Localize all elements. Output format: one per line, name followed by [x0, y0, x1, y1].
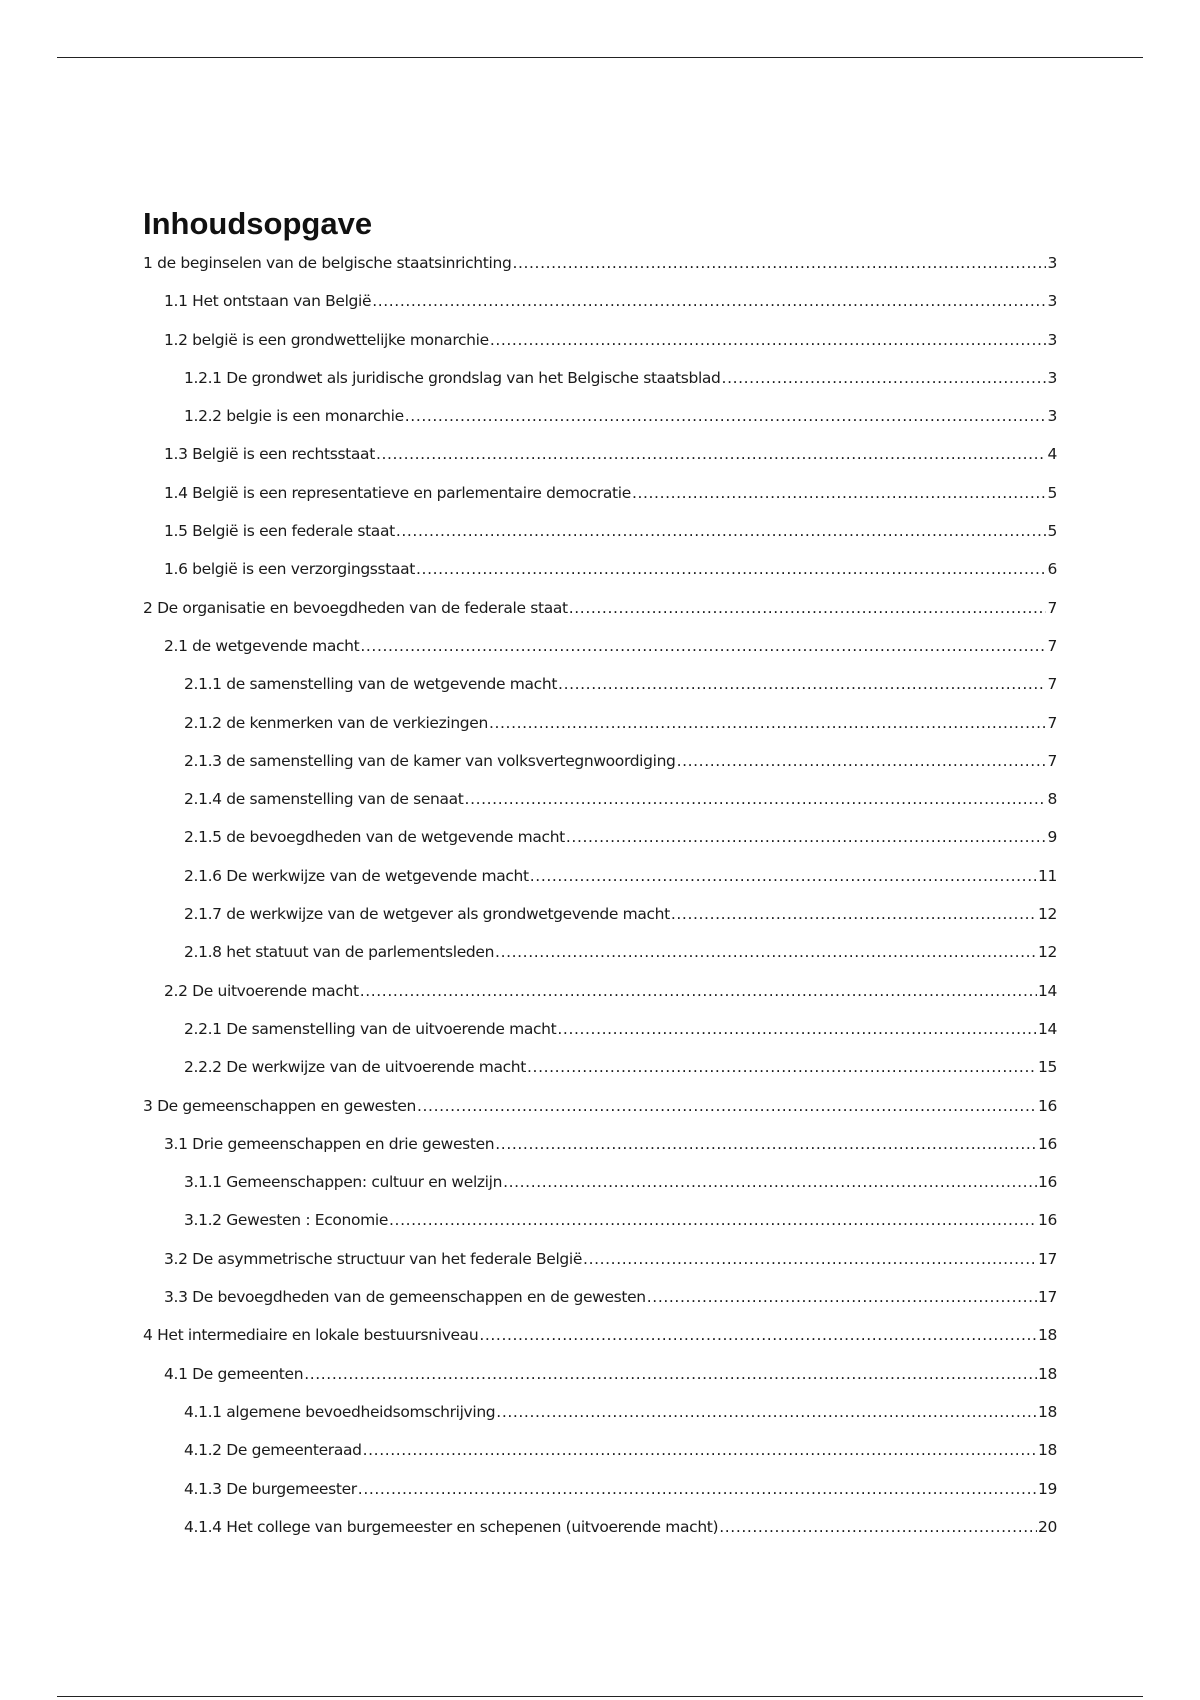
- toc-dot-leader: [376, 445, 1047, 463]
- toc-dot-leader: [566, 828, 1047, 846]
- toc-page-number: 14: [1037, 1019, 1057, 1038]
- toc-dot-leader: [405, 407, 1047, 425]
- toc-dot-leader: [360, 982, 1037, 1000]
- toc-page-number: 6: [1047, 560, 1057, 579]
- toc-entry[interactable]: [143, 1403, 1057, 1441]
- toc-entry-title: 1.5 België is een federale staat: [164, 522, 395, 541]
- toc-dot-leader: [396, 522, 1047, 540]
- toc-entry[interactable]: [143, 1441, 1057, 1479]
- toc-dot-leader: [503, 1173, 1037, 1191]
- toc-page-number: 20: [1037, 1517, 1057, 1536]
- table-of-contents: [143, 254, 1057, 1556]
- toc-entry[interactable]: [143, 637, 1057, 675]
- toc-dot-leader: [671, 905, 1037, 923]
- toc-entry-title: 2.1.2 de kenmerken van de verkiezingen: [184, 713, 488, 732]
- toc-entry-title: 3.2 De asymmetrische structuur van het federale België: [164, 1249, 583, 1268]
- toc-dot-leader: [496, 1403, 1037, 1421]
- toc-dot-leader: [512, 254, 1046, 272]
- toc-dot-leader: [495, 1135, 1037, 1153]
- toc-entry-title: 3.3 De bevoegdheden van de gemeenschappen en de gewesten: [164, 1288, 646, 1307]
- toc-entry[interactable]: [143, 1135, 1057, 1173]
- toc-entry-title: 4 Het intermediaire en lokale bestuursniveau: [143, 1326, 479, 1345]
- toc-entry-title: 2.1.1 de samenstelling van de wetgevende macht: [184, 675, 558, 694]
- toc-page-number: 18: [1037, 1441, 1057, 1460]
- toc-entry[interactable]: [143, 522, 1057, 560]
- toc-entry[interactable]: [143, 752, 1057, 790]
- toc-dot-leader: [719, 1518, 1037, 1536]
- toc-page-number: 16: [1037, 1134, 1057, 1153]
- toc-entry[interactable]: [143, 714, 1057, 752]
- toc-entry-title: 1.1 Het ontstaan van België: [164, 292, 372, 311]
- toc-dot-leader: [558, 675, 1046, 693]
- toc-page-number: 15: [1037, 1058, 1057, 1077]
- toc-page-number: 3: [1047, 292, 1057, 311]
- toc-entry-title: 3.1.1 Gemeenschappen: cultuur en welzijn: [184, 1173, 503, 1192]
- header-rule: [57, 57, 1143, 58]
- toc-entry[interactable]: [143, 560, 1057, 598]
- toc-entry-title: 2.2 De uitvoerende macht: [164, 981, 359, 1000]
- toc-dot-leader: [583, 1250, 1037, 1268]
- toc-page-number: 7: [1047, 636, 1057, 655]
- toc-entry[interactable]: [143, 1518, 1057, 1556]
- toc-entry[interactable]: [143, 1211, 1057, 1249]
- toc-title: Inhoudsopgave: [143, 206, 373, 241]
- toc-entry-title: 2.1.3 de samenstelling van de kamer van volksvertegnwoordiging: [184, 751, 676, 770]
- toc-entry[interactable]: [143, 1365, 1057, 1403]
- toc-entry[interactable]: [143, 599, 1057, 637]
- toc-entry[interactable]: [143, 254, 1057, 292]
- toc-entry-title: 1.2.2 belgie is een monarchie: [184, 407, 404, 426]
- toc-dot-leader: [358, 1480, 1037, 1498]
- toc-dot-leader: [489, 714, 1047, 732]
- toc-entry[interactable]: [143, 369, 1057, 407]
- toc-page-number: 18: [1037, 1402, 1057, 1421]
- toc-page-number: 3: [1047, 368, 1057, 387]
- toc-entry[interactable]: [143, 1097, 1057, 1135]
- toc-entry[interactable]: [143, 1058, 1057, 1096]
- toc-entry-title: 4.1.1 algemene bevoedheidsomschrijving: [184, 1402, 496, 1421]
- toc-page-number: 5: [1047, 522, 1057, 541]
- toc-dot-leader: [647, 1288, 1037, 1306]
- toc-entry-title: 4.1.3 De burgemeester: [184, 1479, 357, 1498]
- toc-entry-title: 2.1.6 De werkwijze van de wetgevende macht: [184, 866, 529, 885]
- toc-entry-title: 2.1.8 het statuut van de parlementsleden: [184, 943, 495, 962]
- toc-dot-leader: [479, 1326, 1037, 1344]
- toc-entry[interactable]: [143, 484, 1057, 522]
- toc-page-number: 16: [1037, 1211, 1057, 1230]
- toc-page-number: 7: [1047, 598, 1057, 617]
- toc-entry[interactable]: [143, 331, 1057, 369]
- toc-entry-title: 2.1.4 de samenstelling van de senaat: [184, 790, 464, 809]
- toc-dot-leader: [304, 1365, 1037, 1383]
- toc-entry[interactable]: [143, 445, 1057, 483]
- toc-entry[interactable]: [143, 1173, 1057, 1211]
- toc-dot-leader: [389, 1211, 1037, 1229]
- toc-entry-title: 3.1 Drie gemeenschappen en drie gewesten: [164, 1134, 495, 1153]
- toc-page-number: 12: [1037, 943, 1057, 962]
- toc-page-number: 16: [1037, 1096, 1057, 1115]
- toc-entry[interactable]: [143, 943, 1057, 981]
- toc-entry[interactable]: [143, 982, 1057, 1020]
- toc-dot-leader: [722, 369, 1047, 387]
- toc-page-number: 8: [1047, 790, 1057, 809]
- toc-page-number: 5: [1047, 483, 1057, 502]
- toc-entry-title: 2.1.7 de werkwijze van de wetgever als grondwetgevende macht: [184, 905, 670, 924]
- toc-entry[interactable]: [143, 292, 1057, 330]
- toc-dot-leader: [416, 560, 1046, 578]
- toc-dot-leader: [417, 1097, 1037, 1115]
- toc-entry[interactable]: [143, 1326, 1057, 1364]
- toc-entry-title: 4.1.4 Het college van burgemeester en schepenen (uitvoerende macht): [184, 1517, 719, 1536]
- footer-rule: [57, 1696, 1143, 1697]
- toc-page-number: 17: [1037, 1288, 1057, 1307]
- toc-entry[interactable]: [143, 1020, 1057, 1058]
- toc-entry-title: 1 de beginselen van de belgische staatsinrichting: [143, 254, 512, 272]
- toc-entry[interactable]: [143, 1288, 1057, 1326]
- toc-dot-leader: [569, 599, 1047, 617]
- toc-entry[interactable]: [143, 1480, 1057, 1518]
- toc-entry-title: 1.2.1 De grondwet als juridische grondslag van het Belgische staatsblad: [184, 368, 721, 387]
- toc-dot-leader: [360, 637, 1046, 655]
- toc-page-number: 11: [1037, 866, 1057, 885]
- toc-entry-title: 2.2.1 De samenstelling van de uitvoerende macht: [184, 1019, 557, 1038]
- toc-page-number: 18: [1037, 1364, 1057, 1383]
- toc-dot-leader: [490, 331, 1047, 349]
- toc-page-number: 19: [1037, 1479, 1057, 1498]
- toc-entry-title: 3 De gemeenschappen en gewesten: [143, 1096, 416, 1115]
- toc-entry-title: 4.1.2 De gemeenteraad: [184, 1441, 362, 1460]
- toc-entry[interactable]: [143, 407, 1057, 445]
- toc-page-number: 12: [1037, 905, 1057, 924]
- toc-entry[interactable]: [143, 790, 1057, 828]
- toc-page-number: 7: [1047, 713, 1057, 732]
- toc-entry-title: 1.3 België is een rechtsstaat: [164, 445, 375, 464]
- toc-page-number: 18: [1037, 1326, 1057, 1345]
- toc-page-number: 16: [1037, 1173, 1057, 1192]
- toc-page-number: 7: [1047, 751, 1057, 770]
- toc-dot-leader: [363, 1441, 1037, 1459]
- toc-dot-leader: [632, 484, 1047, 502]
- toc-page-number: 14: [1037, 981, 1057, 1000]
- toc-entry-title: 1.4 België is een representatieve en parlementaire democratie: [164, 483, 631, 502]
- toc-page-number: 4: [1047, 445, 1057, 464]
- toc-page-number: 3: [1047, 407, 1057, 426]
- toc-entry-title: 2 De organisatie en bevoegdheden van de federale staat: [143, 598, 568, 617]
- toc-dot-leader: [465, 790, 1047, 808]
- toc-entry[interactable]: [143, 1250, 1057, 1288]
- toc-dot-leader: [527, 1058, 1037, 1076]
- toc-entry[interactable]: [143, 828, 1057, 866]
- toc-dot-leader: [495, 943, 1037, 961]
- toc-dot-leader: [530, 867, 1037, 885]
- toc-page-number: 3: [1047, 254, 1057, 272]
- toc-page-number: 17: [1037, 1249, 1057, 1268]
- toc-dot-leader: [557, 1020, 1037, 1038]
- toc-entry-title: 2.2.2 De werkwijze van de uitvoerende macht: [184, 1058, 527, 1077]
- toc-dot-leader: [372, 292, 1046, 310]
- toc-page-number: 3: [1047, 330, 1057, 349]
- toc-page-number: 9: [1047, 828, 1057, 847]
- toc-entry[interactable]: [143, 905, 1057, 943]
- toc-entry-title: 3.1.2 Gewesten : Economie: [184, 1211, 389, 1230]
- toc-entry-title: 1.2 belgië is een grondwettelijke monarchie: [164, 330, 489, 349]
- toc-entry-title: 2.1.5 de bevoegdheden van de wetgevende macht: [184, 828, 565, 847]
- toc-page-number: 7: [1047, 675, 1057, 694]
- toc-entry-title: 2.1 de wetgevende macht: [164, 636, 360, 655]
- toc-dot-leader: [677, 752, 1047, 770]
- toc-entry[interactable]: [143, 675, 1057, 713]
- toc-entry-title: 4.1 De gemeenten: [164, 1364, 304, 1383]
- toc-entry[interactable]: [143, 867, 1057, 905]
- toc-entry-title: 1.6 belgië is een verzorgingsstaat: [164, 560, 416, 579]
